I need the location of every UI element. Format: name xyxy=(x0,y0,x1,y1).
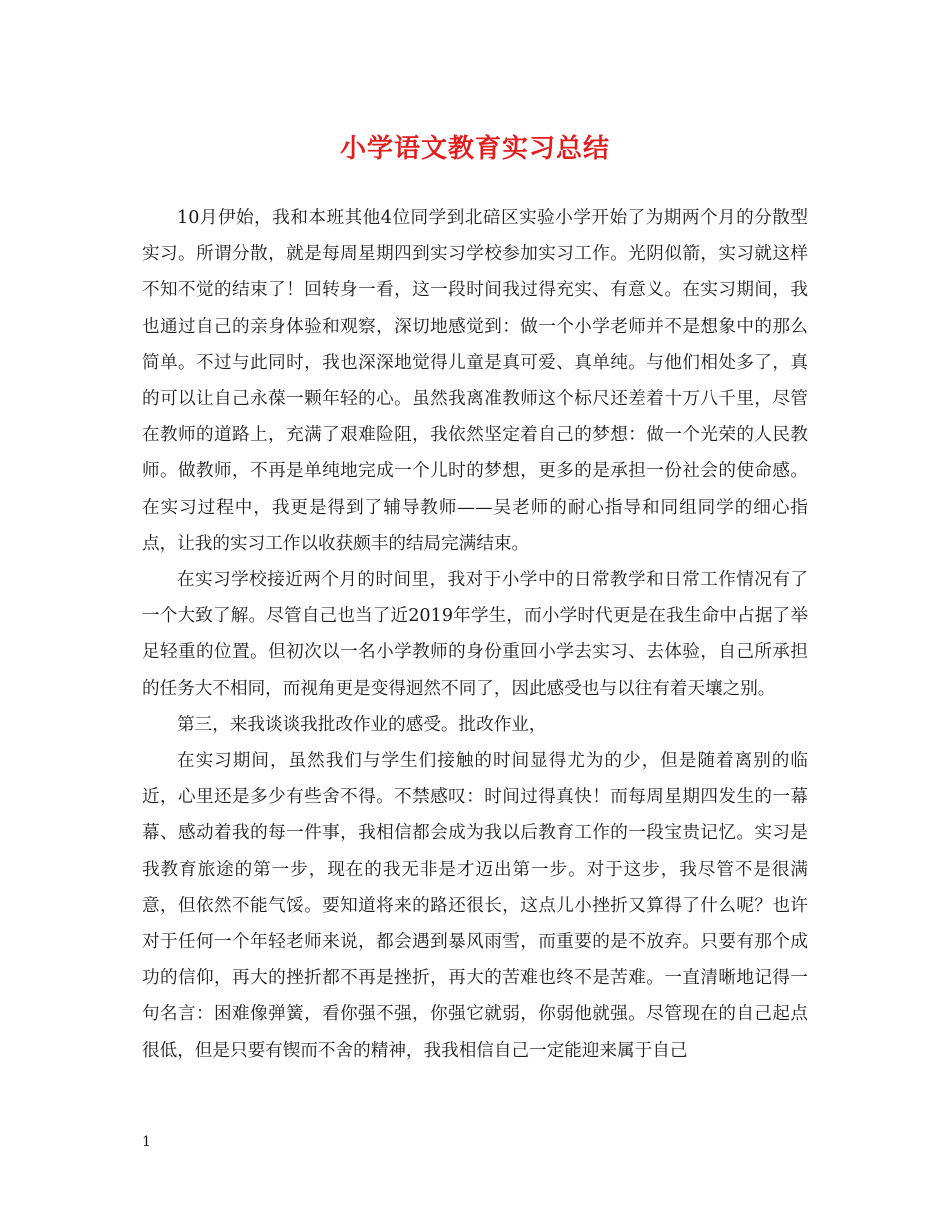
document-title: 小学语文教育实习总结 xyxy=(339,134,610,164)
paragraph-2: 在实习学校接近两个月的时间里，我对于小学中的日常教学和日常工作情况有了一个大致了解。尽管自己也当了近2019年学生，而小学时代更是在我生命中占据了举足轻重的位置。但初次以一名小学教师的身份重回小学去实习、去体验，自己所承担的任务大不相同，而视角更是变得迥然不同了，因此感受也与以往有着天壤之别。 xyxy=(142,570,808,699)
paragraph-4: 在实习期间，虽然我们与学生们接触的时间显得尤为的少，但是随着离别的临近，心里还是多少有些舍不得。不禁感叹：时间过得真快！而每周星期四发生的一幕幕、感动着我的每一件事，我相信都会成为我以后教育工作的一段宝贵记忆。实习是我教育旅途的第一步，现在的我无非是才迈出第一步。对于这步，我尽管不是很满意，但依然不能气馁。要知道将来的路还很长，这点儿小挫折又算得了什么呢？也许对于任何一个年轻老师来说，都会遇到暴风雨雪，而重要的是不放弃。只要有那个成功的信仰，再大的挫折都不再是挫折，再大的苦难也终不是苦难。一直清晰地记得一句名言：困难像弹簧，看你强不强，你强它就弱，你弱他就强。尽管现在的自己起点很低，但是只要有锲而不舍的精神，我我相信自己一定能迎来属于自己 xyxy=(142,751,808,1061)
document-body xyxy=(142,200,808,1069)
paragraph-1: 10月伊始，我和本班其他4位同学到北碚区实验小学开始了为期两个月的分散型实习。所谓分散，就是每周星期四到实习学校参加实习工作。光阴似箭，实习就这样不知不觉的结束了！回转身一看，这一段时间我过得充实、有意义。在实习期间，我也通过自己的亲身体验和观察，深切地感觉到：做一个小学老师并不是想象中的那么简单。不过与此同时，我也深深地觉得儿童是真可爱、真单纯。与他们相处多了，真的可以让自己永葆一颗年轻的心。虽然我离准教师这个标尺还差着十万八千里，尽管在教师的道路上，充满了艰难险阻，我依然坚定着自己的梦想：做一个光荣的人民教师。做教师，不再是单纯地完成一个儿时的梦想，更多的是承担一份社会的使命感。在实习过程中，我更是得到了辅导教师——吴老师的耐心指导和同组同学的细心指点，让我的实习工作以收获颇丰的结局完满结束。 xyxy=(142,208,808,554)
page-number: 1 xyxy=(142,1134,151,1150)
paragraph-3: 第三，来我谈谈我批改作业的感受。批改作业， xyxy=(177,714,547,735)
